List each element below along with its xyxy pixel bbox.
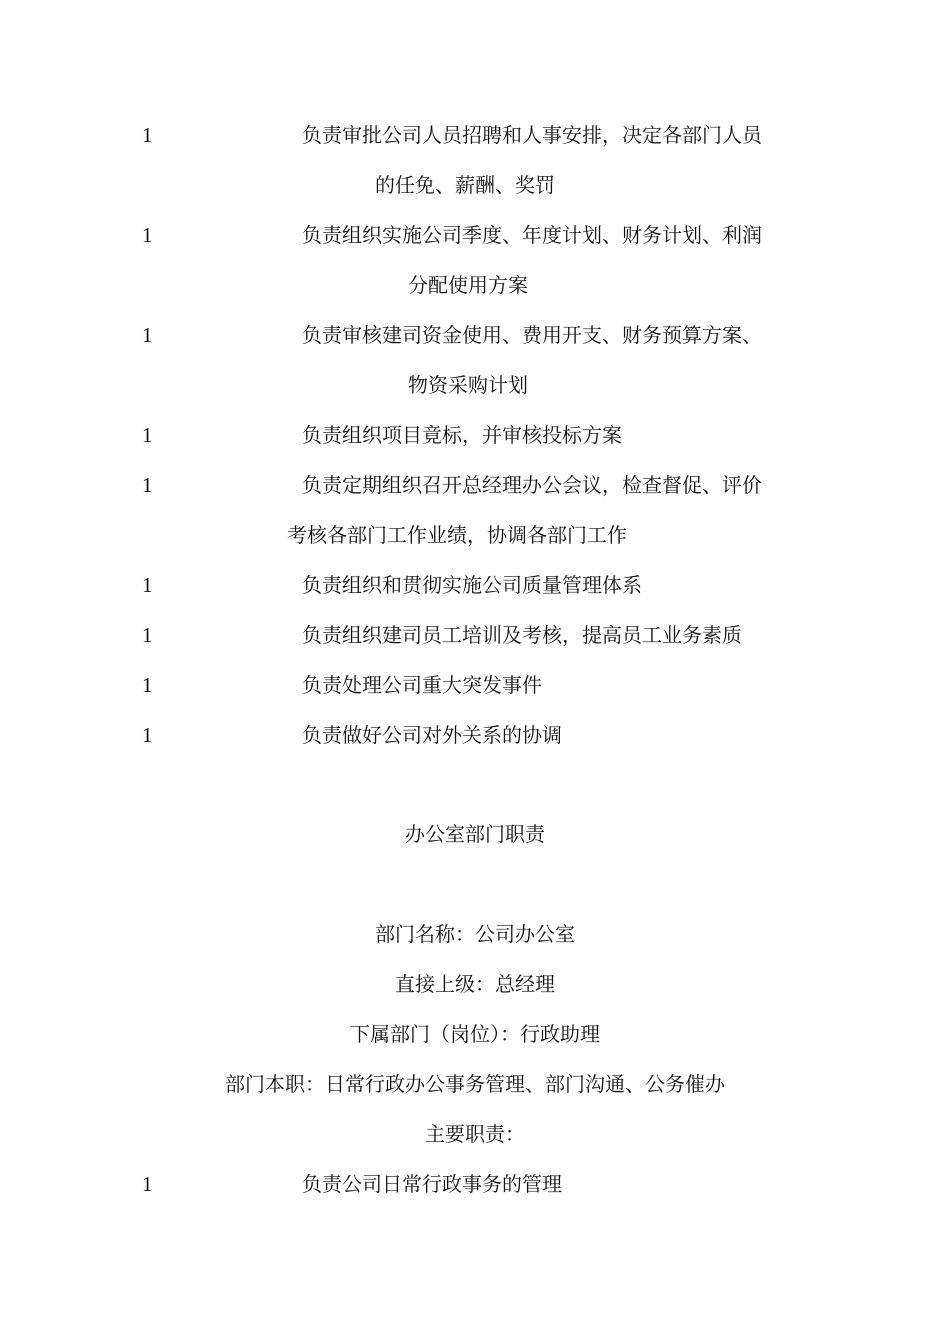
dept-core-duty: 部门本职：日常行政办公事务管理、部门沟通、公务催办: [225, 1072, 725, 1096]
item-number: 1: [142, 723, 153, 747]
item-number: 1: [142, 1172, 153, 1196]
item-text-line2: 物资采购计划: [408, 373, 528, 397]
item-number: 1: [142, 623, 153, 647]
item-number: 1: [142, 123, 153, 147]
item-text-line1: 负责公司日常行政事务的管理: [302, 1172, 562, 1196]
item-text-line1: 负责审批公司人员招聘和人事安排，决定各部门人员: [302, 123, 762, 147]
section-title: 办公室部门职责: [405, 822, 545, 846]
item-text-line1: 负责组织和贯彻实施公司质量管理体系: [302, 573, 642, 597]
item-number: 1: [142, 223, 153, 247]
item-number: 1: [142, 573, 153, 597]
item-text-line2: 分配使用方案: [408, 273, 528, 297]
item-number: 1: [142, 673, 153, 697]
direct-superior: 直接上级：总经理: [395, 972, 555, 996]
item-text-line1: 负责组织实施公司季度、年度计划、财务计划、利润: [302, 223, 762, 247]
item-text-line1: 负责组织项目竟标，并审核投标方案: [302, 423, 622, 447]
item-text-line1: 负责组织建司员工培训及考核，提高员工业务素质: [302, 623, 742, 647]
main-duties-label: 主要职责：: [425, 1122, 525, 1146]
item-text-line2: 考核各部门工作业绩，协调各部门工作: [287, 523, 627, 547]
item-text-line1: 负责定期组织召开总经理办公会议，检查督促、评价: [302, 473, 762, 497]
item-number: 1: [142, 423, 153, 447]
item-text-line2: 的任免、薪酬、奖罚: [375, 173, 555, 197]
item-text-line1: 负责审核建司资金使用、费用开支、财务预算方案、: [302, 323, 762, 347]
item-number: 1: [142, 323, 153, 347]
subordinate-dept: 下属部门（岗位）：行政助理: [350, 1022, 600, 1046]
item-text-line1: 负责处理公司重大突发事件: [302, 673, 542, 697]
item-number: 1: [142, 473, 153, 497]
dept-name: 部门名称：公司办公室: [375, 922, 575, 946]
item-text-line1: 负责做好公司对外关系的协调: [302, 723, 562, 747]
